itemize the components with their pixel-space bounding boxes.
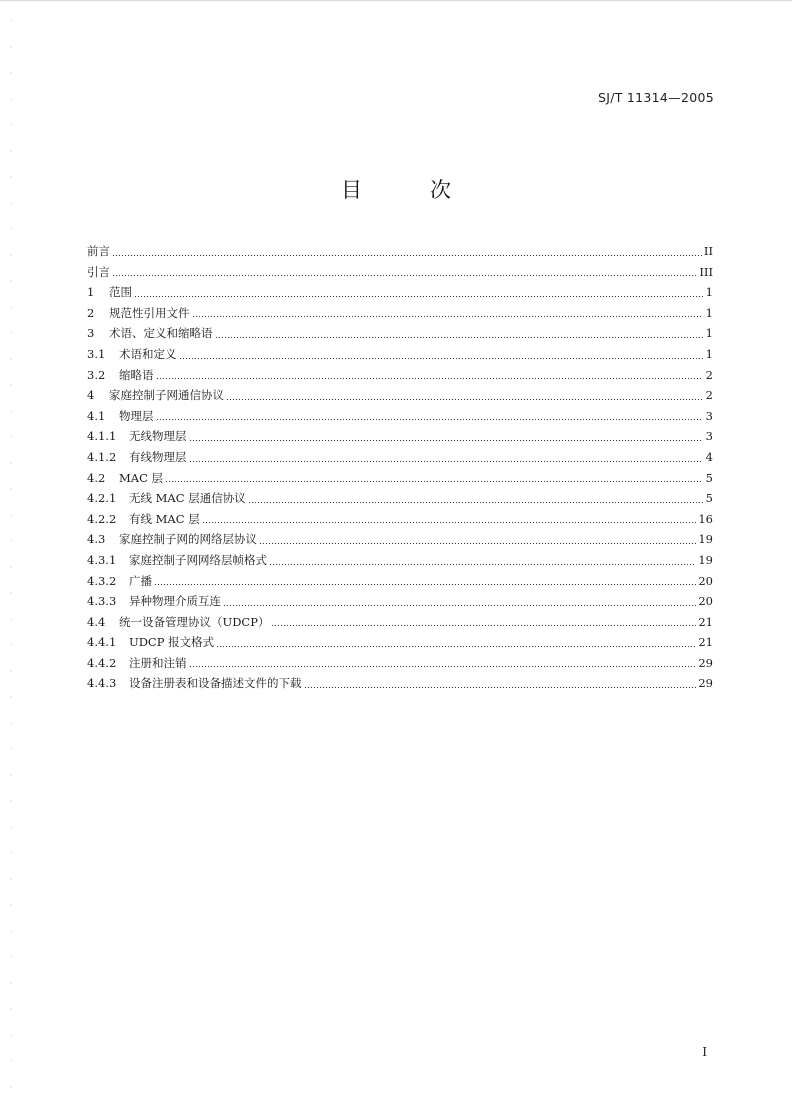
toc-leader-dots <box>189 440 704 441</box>
top-border-line <box>0 0 792 1</box>
toc-leader-dots <box>202 522 697 523</box>
toc-title <box>0 174 792 204</box>
toc-entry-label: 范围 <box>109 285 132 300</box>
toc-entry-number: 4.1.1 <box>87 429 117 444</box>
toc-entry[interactable] <box>87 488 713 509</box>
toc-leader-dots <box>134 296 703 297</box>
toc-entry-page: 1 <box>705 346 713 361</box>
toc-list <box>87 241 713 694</box>
toc-entry-number: 4.3.2 <box>87 573 117 588</box>
toc-entry-label: 前言 <box>87 244 110 258</box>
toc-entry[interactable] <box>87 344 713 365</box>
toc-leader-dots <box>304 687 697 688</box>
toc-entry-number: 4.3.1 <box>87 552 117 567</box>
toc-entry-label: 规范性引用文件 <box>109 305 190 320</box>
toc-entry-page: 5 <box>705 470 713 485</box>
toc-entry[interactable] <box>87 612 713 633</box>
toc-leader-dots <box>259 543 696 544</box>
toc-entry-number: 4.3.3 <box>87 594 117 609</box>
toc-leader-dots <box>189 461 704 462</box>
toc-entry[interactable] <box>87 262 713 283</box>
toc-leader-dots <box>215 337 704 338</box>
toc-entry-label: 无线物理层 <box>129 429 187 444</box>
toc-entry[interactable] <box>87 571 713 592</box>
toc-entry-label: 家庭控制子网网络层帧格式 <box>129 552 267 567</box>
toc-entry-number: 4.2.2 <box>87 511 117 526</box>
toc-entry-number: 3 <box>87 326 95 341</box>
toc-entry[interactable] <box>87 591 713 612</box>
toc-entry-label: 家庭控制子网通信协议 <box>109 388 224 403</box>
toc-leader-dots <box>154 584 696 585</box>
toc-leader-dots <box>189 666 697 667</box>
toc-entry-page: II <box>703 244 713 258</box>
toc-entry-page: 20 <box>698 594 713 609</box>
toc-leader-dots <box>216 646 696 647</box>
toc-entry[interactable] <box>87 303 713 324</box>
toc-leader-dots <box>248 502 703 503</box>
toc-entry-page: 21 <box>698 614 713 629</box>
toc-leader-dots <box>112 275 697 276</box>
toc-entry-number: 4 <box>87 388 95 403</box>
toc-entry[interactable] <box>87 241 713 262</box>
toc-entry-label: 术语、定义和缩略语 <box>109 326 213 341</box>
toc-entry-page: 19 <box>698 532 713 547</box>
toc-leader-dots <box>223 605 696 606</box>
toc-entry[interactable] <box>87 468 713 489</box>
toc-entry-page: 5 <box>705 491 713 506</box>
toc-entry-page: 3 <box>705 429 713 444</box>
toc-entry-page: 1 <box>705 285 713 300</box>
toc-entry-label: 注册和注销 <box>129 655 187 670</box>
toc-entry-label: 缩略语 <box>119 367 154 382</box>
toc-entry[interactable] <box>87 632 713 653</box>
toc-title-first-char: 目 <box>341 178 362 202</box>
toc-entry[interactable] <box>87 282 713 303</box>
toc-entry-label: 异种物理介质互连 <box>129 594 221 609</box>
toc-entry-page: 4 <box>705 449 713 464</box>
toc-entry-label: MAC 层 <box>119 470 164 485</box>
toc-entry-label: 物理层 <box>119 408 154 423</box>
toc-entry-number: 4.1 <box>87 408 106 423</box>
toc-entry[interactable] <box>87 447 713 468</box>
toc-entry-number: 4.4.2 <box>87 655 117 670</box>
toc-entry-label: 有线物理层 <box>129 449 187 464</box>
toc-entry-label: 无线 MAC 层通信协议 <box>129 491 246 506</box>
toc-entry-label: UDCP 报文格式 <box>129 635 215 650</box>
toc-entry-page: 20 <box>698 573 713 588</box>
toc-entry[interactable] <box>87 550 713 571</box>
toc-entry-page: 16 <box>698 511 713 526</box>
toc-title-second-char: 次 <box>430 178 451 202</box>
toc-entry-label: 广播 <box>129 573 152 588</box>
standard-code: SJ/T 11314—2005 <box>597 90 714 105</box>
toc-leader-dots <box>271 625 696 626</box>
toc-entry-page: 2 <box>705 367 713 382</box>
toc-entry[interactable] <box>87 673 713 694</box>
toc-entry-label: 设备注册表和设备描述文件的下载 <box>129 676 302 691</box>
toc-entry-label: 术语和定义 <box>119 346 177 361</box>
toc-entry-page: 21 <box>698 635 713 650</box>
toc-entry-label: 有线 MAC 层 <box>129 511 200 526</box>
toc-entry-number: 4.4 <box>87 614 106 629</box>
toc-entry-page: 2 <box>705 388 713 403</box>
toc-entry-page: 1 <box>705 326 713 341</box>
toc-entry-number: 3.2 <box>87 367 106 382</box>
toc-entry-number: 2 <box>87 305 95 320</box>
toc-entry-number: 4.2 <box>87 470 106 485</box>
toc-entry-label: 统一设备管理协议（UDCP） <box>119 614 270 629</box>
toc-entry-number: 4.1.2 <box>87 449 117 464</box>
toc-entry[interactable] <box>87 509 713 530</box>
toc-entry-number: 1 <box>87 285 95 300</box>
toc-entry-page: 29 <box>698 655 713 670</box>
toc-entry-number: 4.4.3 <box>87 676 117 691</box>
footer-page-number: I <box>702 1045 707 1059</box>
toc-entry[interactable] <box>87 365 713 386</box>
toc-entry-page: 19 <box>698 552 713 567</box>
toc-entry-page: 1 <box>705 305 713 320</box>
toc-entry-number: 4.4.1 <box>87 635 117 650</box>
toc-entry-label: 家庭控制子网的网络层协议 <box>119 532 257 547</box>
toc-leader-dots <box>112 255 702 256</box>
toc-leader-dots <box>165 481 703 482</box>
toc-leader-dots <box>156 378 704 379</box>
toc-entry-label: 引言 <box>87 264 110 279</box>
toc-entry[interactable] <box>87 323 713 344</box>
toc-leader-dots <box>192 316 704 317</box>
toc-entry-number: 3.1 <box>87 346 106 361</box>
toc-leader-dots <box>156 419 704 420</box>
toc-entry[interactable] <box>87 653 713 674</box>
toc-entry[interactable] <box>87 385 713 406</box>
toc-entry[interactable] <box>87 426 713 447</box>
toc-entry-page: 3 <box>705 408 713 423</box>
toc-entry[interactable] <box>87 529 713 550</box>
toc-entry-page: 29 <box>698 676 713 691</box>
toc-leader-dots <box>269 564 696 565</box>
toc-entry-number: 4.3 <box>87 532 106 547</box>
toc-leader-dots <box>226 399 703 400</box>
toc-entry-number: 4.2.1 <box>87 491 117 506</box>
toc-entry[interactable] <box>87 406 713 427</box>
toc-leader-dots <box>179 358 704 359</box>
toc-entry-page: III <box>699 264 713 279</box>
